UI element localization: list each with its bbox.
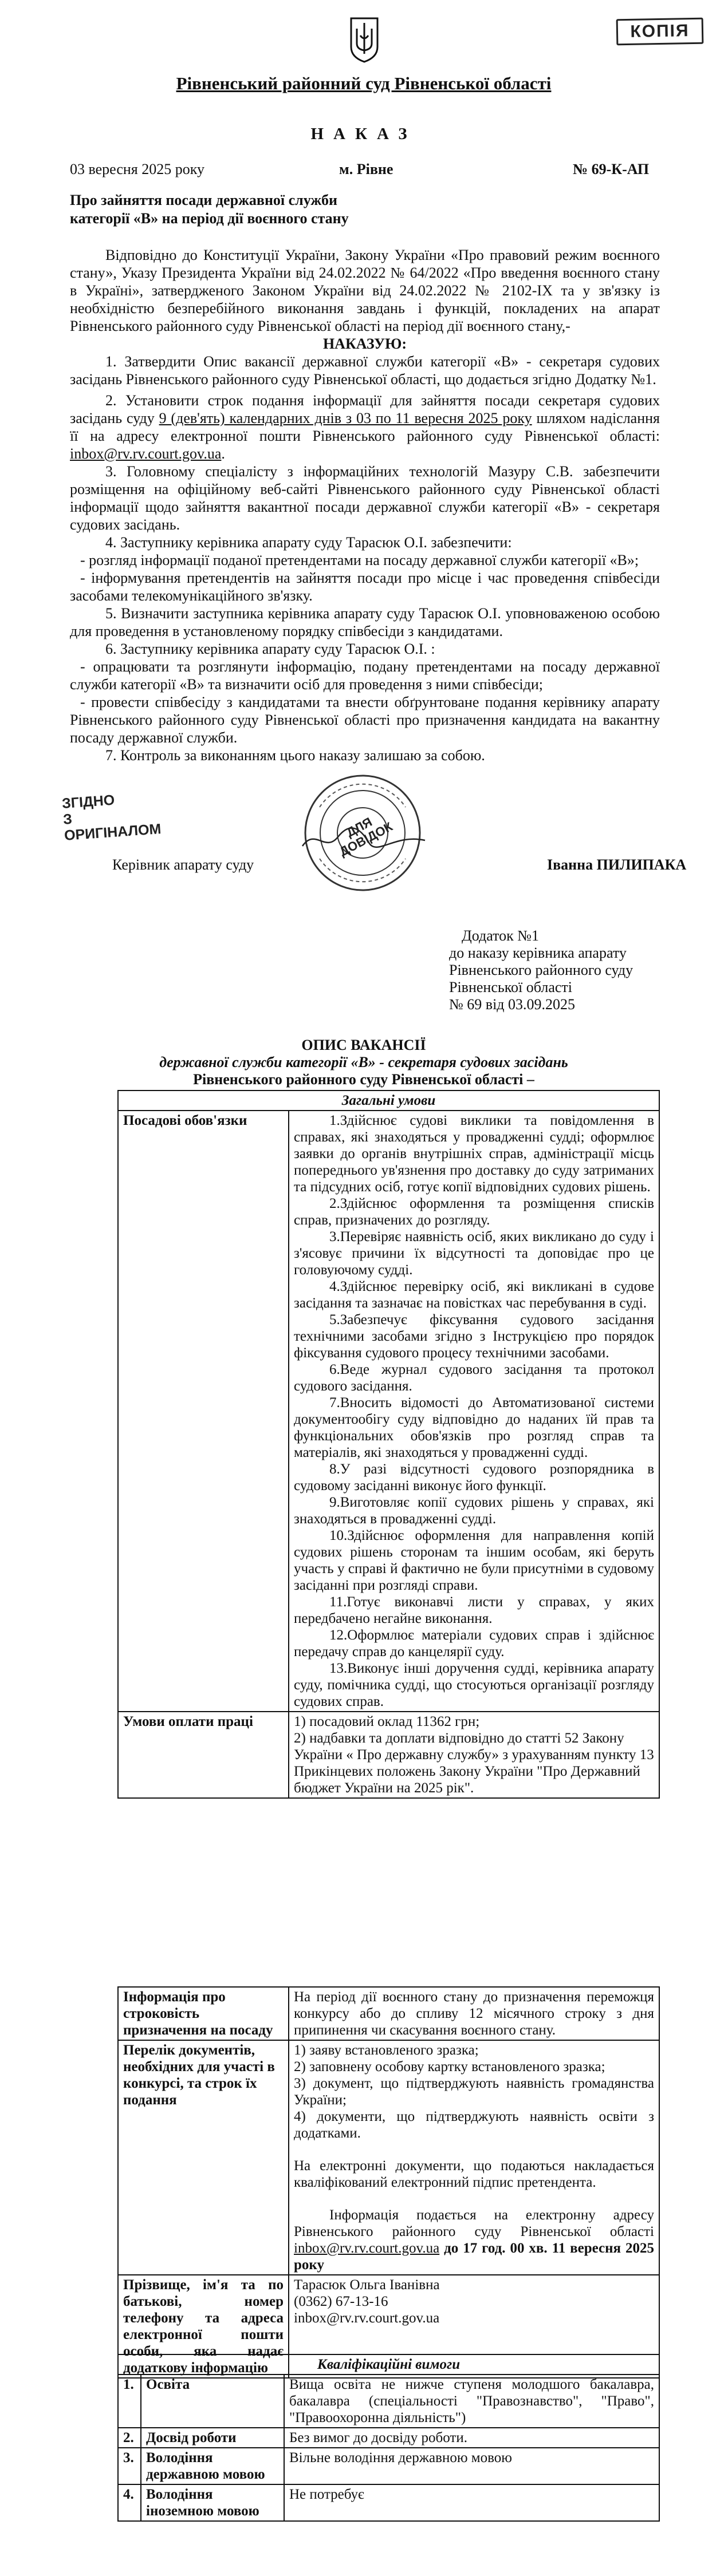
duty-item: 7.Вносить відомості до Автоматизованої системи документообігу суду відповідно до наданих їй прав та функціональних обов'язків про розгляд справ та матеріалів, які знаходяться у провадженні судді.: [294, 1395, 654, 1460]
qual-value: Без вимог до досвіду роботи.: [284, 2428, 659, 2448]
duties-cell: [289, 1111, 659, 1712]
qualification-table: [117, 2354, 660, 2522]
annex-line-2: до наказу керівника апарату: [449, 945, 627, 961]
nakazuyu-heading: НАКАЗУЮ:: [322, 335, 407, 352]
duty-item: 4.Здійснює перевірку осіб, які викликані в судове засідання та зазначає на повістках час перебування в суді.: [294, 1279, 654, 1311]
duty-item: 13.Виконує інші доручення судді, керівника апарату суду, помічника судді, що стосуються організації розгляду судових справ.: [294, 1661, 654, 1709]
vacancy-subtitle-2: Рівненського районного суду Рівненської області –: [193, 1071, 534, 1088]
annex-line-3: Рівненського районного суду: [449, 962, 633, 978]
qual-value: Не потребує: [284, 2484, 659, 2521]
duty-item: 1.Здійснює судові виклики та повідомлення в справах, які знаходяться у провадженні судді; оформлює заявки до органів внутрішніх справ, адміністрації місць попереднього ув'язнення про доставку до суду затриманих та підсудних осіб, готує копії відповідних судових рішень.: [294, 1113, 654, 1195]
annex-line-5: № 69 від 03.09.2025: [449, 996, 576, 1013]
documents-label: Перелік документів, необхідних для участі в конкурсі, та строк їх подання: [118, 2040, 289, 2275]
table-row: [118, 2448, 659, 2484]
order-item-6a: - опрацювати та розглянути інформацію, подану претендентами на посаду державної служби категорії «В» та визначити осіб для проведення з ними співбесіди;: [70, 658, 660, 693]
duty-item: 3.Перевіряє наявність осіб, яких викликано до суду і з'ясовує причини їх відсутності та доповідає про це головуючому судді.: [294, 1229, 654, 1278]
duty-item: 6.Веде журнал судового засідання та протокол судового засідання.: [294, 1362, 654, 1394]
term-cell: На період дії воєнного стану до призначення переможця конкурсу або до спливу 12 місячного строку з дня припинення чи скасування воєнного стану.: [289, 1987, 659, 2040]
qual-number: 3.: [118, 2448, 141, 2484]
duty-item: 9.Виготовляє копії судових рішень у справах, які знаходяться в провадженні судді.: [294, 1495, 654, 1527]
stamp-line-2: З ОРИГІНАЛОМ: [62, 811, 162, 844]
signer-name: Іванна ПИЛИПАКА: [547, 856, 687, 873]
order-item-4b: - інформування претендентів на зайняття посади про місце і час проведення співбесіди засобами телекомунікаційного зв'язку.: [70, 570, 660, 604]
duty-item: 8.У разі відсутності судового розпорядника в судовому засіданні виконує його функції.: [294, 1461, 654, 1494]
table-row: [118, 1987, 659, 2040]
table-row: [118, 2354, 659, 2374]
signature-icon: [298, 823, 430, 858]
duties-label: Посадові обов'язки: [118, 1111, 289, 1712]
order-subject-line-1: Про зайняття посади державної служби: [70, 192, 337, 208]
item2-text-b: шляхом надіслання її на адресу електронної пошти Рівненського районного суду Рівненської області:: [70, 410, 660, 444]
qual-label: Досвід роботи: [141, 2428, 284, 2448]
qualification-heading: Кваліфікаційні вимоги: [118, 2354, 659, 2374]
order-item-1: 1. Затвердити Опис вакансії державної служби категорії «В» - секретаря судових засідань Рівненського районного суду Рівненської області, що додається згідно Додатку №1.: [70, 353, 660, 388]
order-item-2: [70, 392, 660, 463]
duty-item: 12.Оформлює матеріали судових справ і здійснює передачу справ до канцелярії суду.: [294, 1627, 654, 1660]
order-subject-line-2: категорії «В» на період дії воєнного стану: [70, 210, 349, 227]
coat-of-arms-icon: [349, 16, 380, 63]
deadline-email-link[interactable]: inbox@rv.rv.court.gov.ua: [294, 2241, 440, 2256]
qual-value: Вільне володіння державною мовою: [284, 2448, 659, 2484]
contact-email[interactable]: inbox@rv.rv.court.gov.ua: [294, 2310, 440, 2326]
annex-line-1: Додаток №1: [462, 927, 540, 944]
submission-deadline: [294, 2207, 654, 2273]
court-name: Рівненський районний суд Рівненської області: [176, 73, 552, 93]
qual-number: 2.: [118, 2428, 141, 2448]
conditions-table-continued: [117, 1986, 660, 2379]
vacancy-title: ОПИС ВАКАНСІЇ: [301, 1037, 426, 1053]
pay-label: Умови оплати праці: [118, 1712, 289, 1798]
item2-end: .: [221, 445, 225, 462]
order-item-5: 5. Визначити заступника керівника апарату суду Тарасюк О.І. уповноваженою особою для проведення в установленому порядку співбесіди з кандидатами.: [70, 605, 660, 639]
table-row: [118, 1091, 659, 1111]
seal-text: ДЛЯ ДОВІДОК: [337, 814, 395, 859]
duty-item: 11.Готує виконавчі листи у справах, у яких передбачено негайне виконання.: [294, 1594, 654, 1626]
deadline-date: до 17 год. 00 хв. 11 вересня 2025 року: [294, 2241, 654, 2273]
annex-line-4: Рівненської області: [449, 979, 572, 995]
document-item: 1) заяву встановленого зразка;: [294, 2042, 479, 2058]
vacancy-subtitle-1: державної служби категорії «В» - секретаря судових засідань: [159, 1054, 568, 1070]
pay-item-2: 2) надбавки та доплати відповідно до статті 52 Закону України « Про державну службу» з урахуванням пункту 13 Прикінцевих положень Закону України "Про Державний бюджет України на 2025 рік".: [294, 1730, 654, 1796]
document-type: НАКАЗ: [310, 125, 417, 143]
pay-item-1: 1) посадовий оклад 11362 грн;: [294, 1714, 480, 1729]
qual-number: 1.: [118, 2374, 141, 2428]
qual-value: Вища освіта не нижче ступеня молодшого бакалавра, бакалавра (спеціальності "Правознавство", "Право", "Правоохоронна діяльність"): [284, 2374, 659, 2428]
qual-number: 4.: [118, 2484, 141, 2521]
general-conditions-heading: Загальні умови: [118, 1091, 659, 1111]
table-row: [118, 1712, 659, 1798]
order-date: 03 вересня 2025 року: [70, 161, 205, 177]
contact-label: Прізвище, ім'я та по батькові, номер телефону та адреса електронної пошти особи, яка надає додаткову інформацію: [118, 2275, 289, 2378]
contact-phone: (0362) 67-13-16: [294, 2294, 388, 2309]
table-row: [118, 2484, 659, 2521]
documents-cell: [289, 2040, 659, 2275]
qual-label: Освіта: [141, 2374, 284, 2428]
document-item: 3) документ, що підтверджують наявність громадянства України;: [294, 2076, 654, 2108]
document-item: 4) документи, що підтверджують наявність освіти з додатками.: [294, 2109, 654, 2141]
annex-header: [449, 927, 701, 1013]
order-number: № 69-К-АП: [573, 161, 650, 177]
table-row: [118, 2040, 659, 2275]
order-item-6b: - провести співбесіду з кандидатами та внести обґрунтоване подання керівнику апарату Рівненського районного суду Рівненської області про призначення кандидата на вакантну посаду державної служби.: [70, 694, 660, 746]
certified-copy-stamp: [61, 789, 162, 844]
contact-name: Тарасюк Ольга Іванівна: [294, 2277, 440, 2293]
order-item-7: 7. Контроль за виконанням цього наказу залишаю за собою.: [105, 747, 485, 764]
duty-item: 5.Забезпечує фіксування судового засідання технічними засобами згідно з Інструкцією про порядок фіксування судового процесу технічними засобами.: [294, 1312, 654, 1361]
order-place: м. Рівне: [339, 161, 393, 177]
qual-label: Володіння державною мовою: [141, 2448, 284, 2484]
qual-label: Володіння іноземною мовою: [141, 2484, 284, 2521]
order-item-4: 4. Заступнику керівника апарату суду Тарасюк О.І. забезпечити:: [105, 534, 512, 551]
duty-item: 10.Здійснює оформлення для направлення копій судових рішень сторонам та іншим особам, які беруть участь у справі й фактично не були присутніми в судовому засіданні при розгляді справи.: [294, 1528, 654, 1593]
order-item-6: 6. Заступнику керівника апарату суду Тарасюк О.І. :: [105, 641, 435, 657]
preamble: Відповідно до Конституції України, Закону України «Про правовий режим воєнного стану», Указу Президента України від 24.02.2022 № 64/2022 «Про введення воєнного стану в Україні», затвердженого Законом України від 24.02.2022 № 2102-IX та у зв'язку із необхідністю безперебійного виконання завдань і функцій, покладених на апарат Рівненського районного суду Рівненської області на період дії воєнного стану,-: [70, 247, 660, 334]
general-conditions-table: [117, 1090, 660, 1799]
order-item-3: 3. Головному спеціалісту з інформаційних технологій Мазуру С.В. забезпечити розміщення на офіційному веб-сайті Рівненського районного суду Рівненської області інформації щодо зайняття вакантної посади державної служби категорії «В» - секретаря судових засідань.: [70, 463, 660, 533]
duty-item: 2.Здійснює оформлення та розміщення списків справ, призначених до розгляду.: [294, 1196, 654, 1228]
table-row: [118, 2374, 659, 2428]
court-email-link[interactable]: inbox@rv.rv.court.gov.ua: [70, 445, 222, 462]
document-item: 2) заповнену особову картку встановленого зразка;: [294, 2059, 605, 2075]
stamp-line-1: ЗГІДНО: [61, 792, 116, 812]
signer-title: Керівник апарату суду: [112, 856, 254, 873]
item2-text-a: 2. Установити строк подання інформації для зайняття посади секретаря судових засідань суду: [70, 392, 660, 426]
table-row: [118, 1111, 659, 1712]
signature-requirement: На електронні документи, що подаються накладається кваліфікований електронний підпис претендента.: [294, 2158, 654, 2190]
order-body: [70, 246, 660, 764]
item2-deadline: 9 (дев'ять) календарних днів з 03 по 11 вересня 2025 року: [159, 410, 532, 426]
table-row: [118, 2428, 659, 2448]
deadline-text: Інформація подається на електронну адресу Рівненського районного суду Рівненської області: [294, 2207, 654, 2239]
copy-stamp: КОПІЯ: [616, 18, 704, 46]
pay-cell: [289, 1712, 659, 1798]
order-item-4a: - розгляд інформації поданої претендентами на посаду державної служби категорії «В»;: [80, 552, 639, 568]
term-label: Інформація про строковість призначення на посаду: [118, 1987, 289, 2040]
